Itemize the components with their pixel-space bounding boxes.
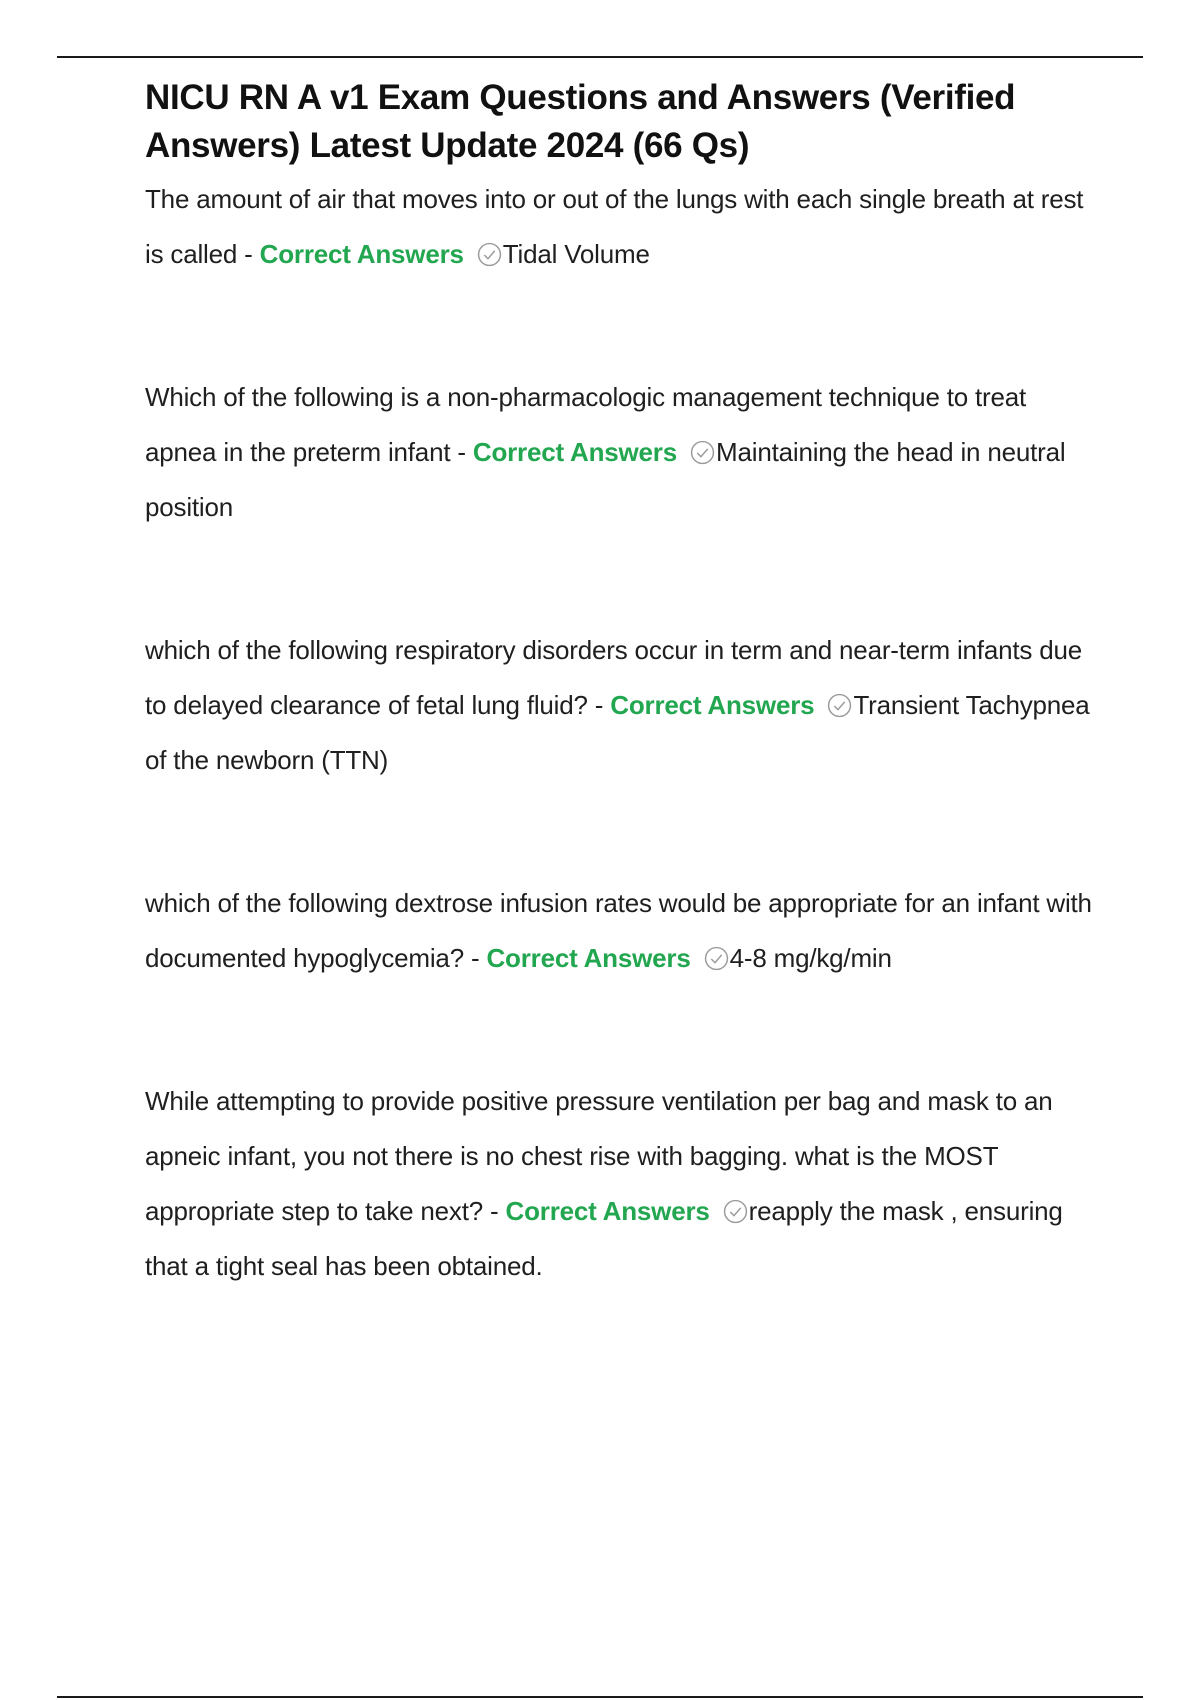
bottom-rule bbox=[57, 1696, 1143, 1698]
answer-label: Correct Answers bbox=[505, 1196, 710, 1226]
qa-item bbox=[145, 623, 1095, 788]
page-title: NICU RN A v1 Exam Questions and Answers (Verified Answers) Latest Update 2024 (66 Qs) bbox=[145, 78, 1016, 165]
answer-text: Maintaining the head in neutral position bbox=[145, 437, 1066, 522]
question-text: The amount of air that moves into or out of the lungs with each single breath at rest is called - bbox=[145, 184, 1084, 269]
answer-text: 4-8 mg/kg/min bbox=[729, 943, 892, 973]
qa-item bbox=[145, 370, 1095, 535]
document-body bbox=[145, 74, 1095, 1294]
answer-label: Correct Answers bbox=[486, 943, 691, 973]
qa-item bbox=[145, 1074, 1095, 1294]
check-circle-icon bbox=[704, 946, 729, 971]
top-rule bbox=[57, 56, 1143, 58]
check-circle-icon bbox=[477, 242, 502, 267]
answer-label: Correct Answers bbox=[610, 690, 815, 720]
check-circle-icon bbox=[827, 693, 852, 718]
question-text: which of the following respiratory disorders occur in term and near-term infants due to delayed clearance of fetal lung fluid? - bbox=[145, 635, 1082, 720]
qa-item bbox=[145, 172, 1095, 282]
check-circle-icon bbox=[723, 1199, 748, 1224]
question-text: While attempting to provide positive pressure ventilation per bag and mask to an apneic infant, you not there is no chest rise with bagging. what is the MOST appropriate step to take next? - bbox=[145, 1086, 1053, 1226]
qa-item bbox=[145, 876, 1095, 986]
answer-text: Tidal Volume bbox=[502, 239, 650, 269]
answer-label: Correct Answers bbox=[472, 437, 677, 467]
check-circle-icon bbox=[690, 440, 715, 465]
answer-text: Transient Tachypnea of the newborn (TTN) bbox=[145, 690, 1090, 775]
answer-label: Correct Answers bbox=[259, 239, 464, 269]
question-text: which of the following dextrose infusion rates would be appropriate for an infant with documented hypoglycemia? - bbox=[145, 888, 1092, 973]
answer-text: reapply the mask , ensuring that a tight seal has been obtained. bbox=[145, 1196, 1063, 1281]
question-text: Which of the following is a non-pharmacologic management technique to treat apnea in the preterm infant - bbox=[145, 382, 1027, 467]
